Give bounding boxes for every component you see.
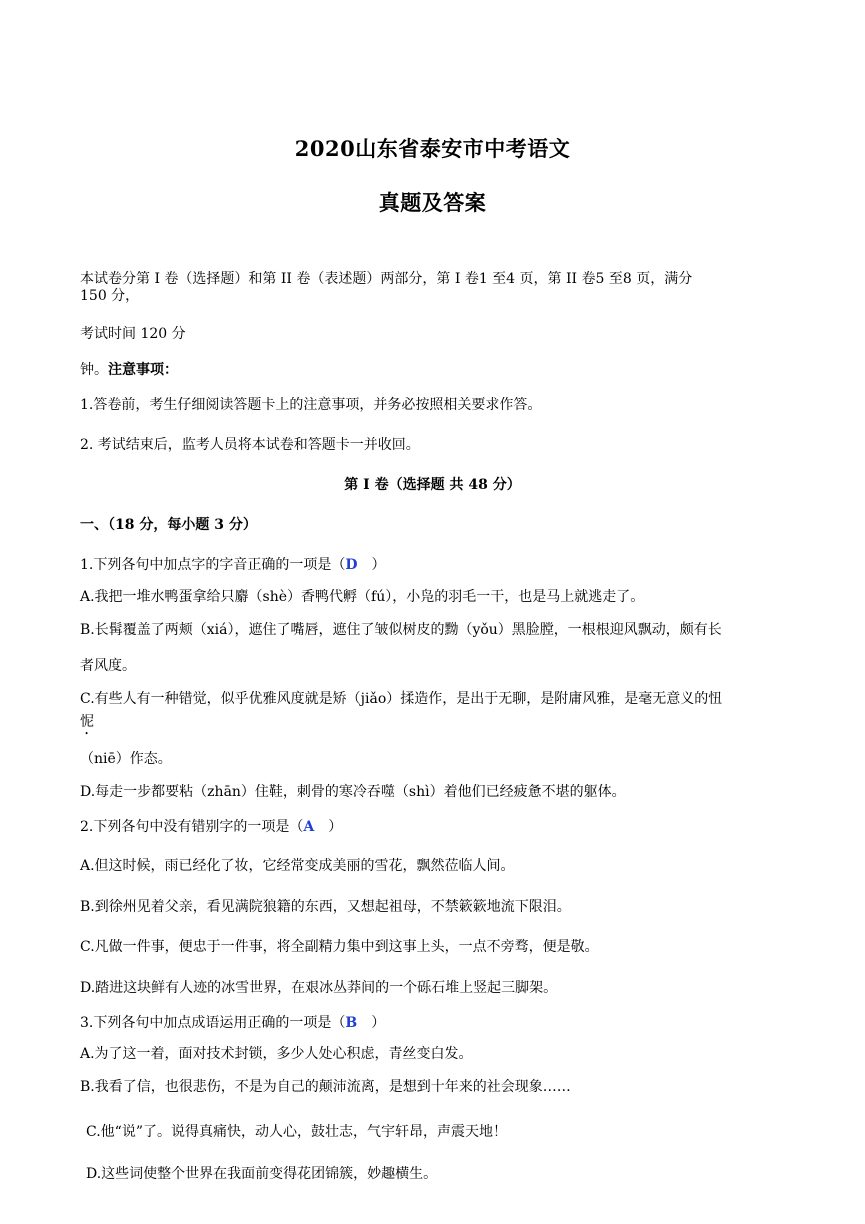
notice-item-1: 1.答卷前，考生仔细阅读答题卡上的注意事项，并务必按照相关要求作答。 <box>80 397 542 413</box>
question-3-close: ） <box>371 1015 386 1031</box>
question-2-close: ） <box>328 819 343 835</box>
notice-item-2: 2. 考试结束后，监考人员将本试卷和答题卡一并收回。 <box>80 437 420 453</box>
question-2-stem <box>80 818 792 836</box>
question-3-stem <box>80 1014 792 1032</box>
question-3-answer: B <box>345 1015 358 1031</box>
question-2-text: 2.下列各句中没有错别字的一项是（ <box>80 819 304 835</box>
question-1-option-c: C.有些人有一种错觉，似乎优雅风度就是矫（jiǎo）揉造作，是出于无聊，是附庸风雅，是毫无意义的忸 <box>80 691 723 707</box>
dotted-char: 怩 <box>80 714 94 730</box>
question-1-stem <box>80 556 792 574</box>
question-2-option-d: D.踏进这块鲜有人迹的冰雪世界，在艰冰丛莽间的一个砾石堆上竖起三脚架。 <box>80 980 558 996</box>
notice-prefix: 钟。 <box>80 362 108 378</box>
intro-line-1: 本试卷分第 I 卷（选择题）和第 II 卷（表述题）两部分，第 I 卷1 至4 页，第 II 卷5 至8 页，满分 <box>80 271 693 287</box>
intro-line-2: 150 分， <box>80 288 140 304</box>
question-3-option-b: B.我看了信，也很悲伤，不是为自己的颠沛流离，是想到十年来的社会现象…… <box>80 1079 571 1095</box>
document-title: 2020山东省泰安市中考语文 <box>294 136 571 161</box>
section-title: 第 I 卷（选择题 共 48 分） <box>344 477 521 493</box>
question-1-option-b: B.长髯覆盖了两颊（xiá），遮住了嘴唇，遮住了皱似树皮的黝（yǒu）黑脸膛，一根根迎风飘动，颇有长 <box>80 622 722 638</box>
notice-heading <box>80 361 792 379</box>
question-1-answer: D <box>345 557 358 573</box>
exam-time: 考试时间 120 分 <box>80 326 186 342</box>
question-1-option-b-cont: 者风度。 <box>80 658 136 674</box>
question-2-option-c: C.凡做一件事，便忠于一件事，将全副精力集中到这事上头，一点不旁骛，便是敬。 <box>80 939 599 955</box>
part-one-heading: 一、（18 分，每小题 3 分） <box>80 517 257 533</box>
question-3-option-d: D.这些词使整个世界在我面前变得花团锦簇，妙趣横生。 <box>86 1166 438 1182</box>
question-1-option-a: A.我把一堆水鸭蛋拿给只麝（shè）香鸭代孵（fú），小凫的羽毛一干，也是马上就逃走了。 <box>80 589 645 605</box>
question-1-close: ） <box>371 557 386 573</box>
question-2-option-b: B.到徐州见着父亲，看见满院狼籍的东西，又想起祖母，不禁簌簌地流下限泪。 <box>80 899 571 915</box>
notice-label: 注意事项： <box>108 362 178 378</box>
question-3-option-a: A.为了这一着，面对技术封锁，多少人处心积虑，青丝变白发。 <box>80 1046 473 1062</box>
question-2-answer: A <box>303 819 315 835</box>
question-3-text: 3.下列各句中加点成语运用正确的一项是（ <box>80 1015 346 1031</box>
question-2-option-a: A.但这时候，雨已经化了妆，它经常变成美丽的雪花，飘然莅临人间。 <box>80 858 515 874</box>
document-subtitle: 真题及答案 <box>378 190 487 215</box>
question-3-option-c: C.他“说”了。说得真痛快，动人心，鼓壮志，气宇轩昂，声震天地！ <box>86 1124 507 1140</box>
question-1-text: 1.下列各句中加点字的字音正确的一项是（ <box>80 557 346 573</box>
question-1-option-d: D.每走一步都要粘（zhān）住鞋，刺骨的寒冷吞噬（shì）着他们已经疲惫不堪的躯体。 <box>80 784 626 800</box>
question-1-option-c-cont <box>80 713 792 738</box>
question-1-option-c-end: （niē）作态。 <box>80 751 172 767</box>
